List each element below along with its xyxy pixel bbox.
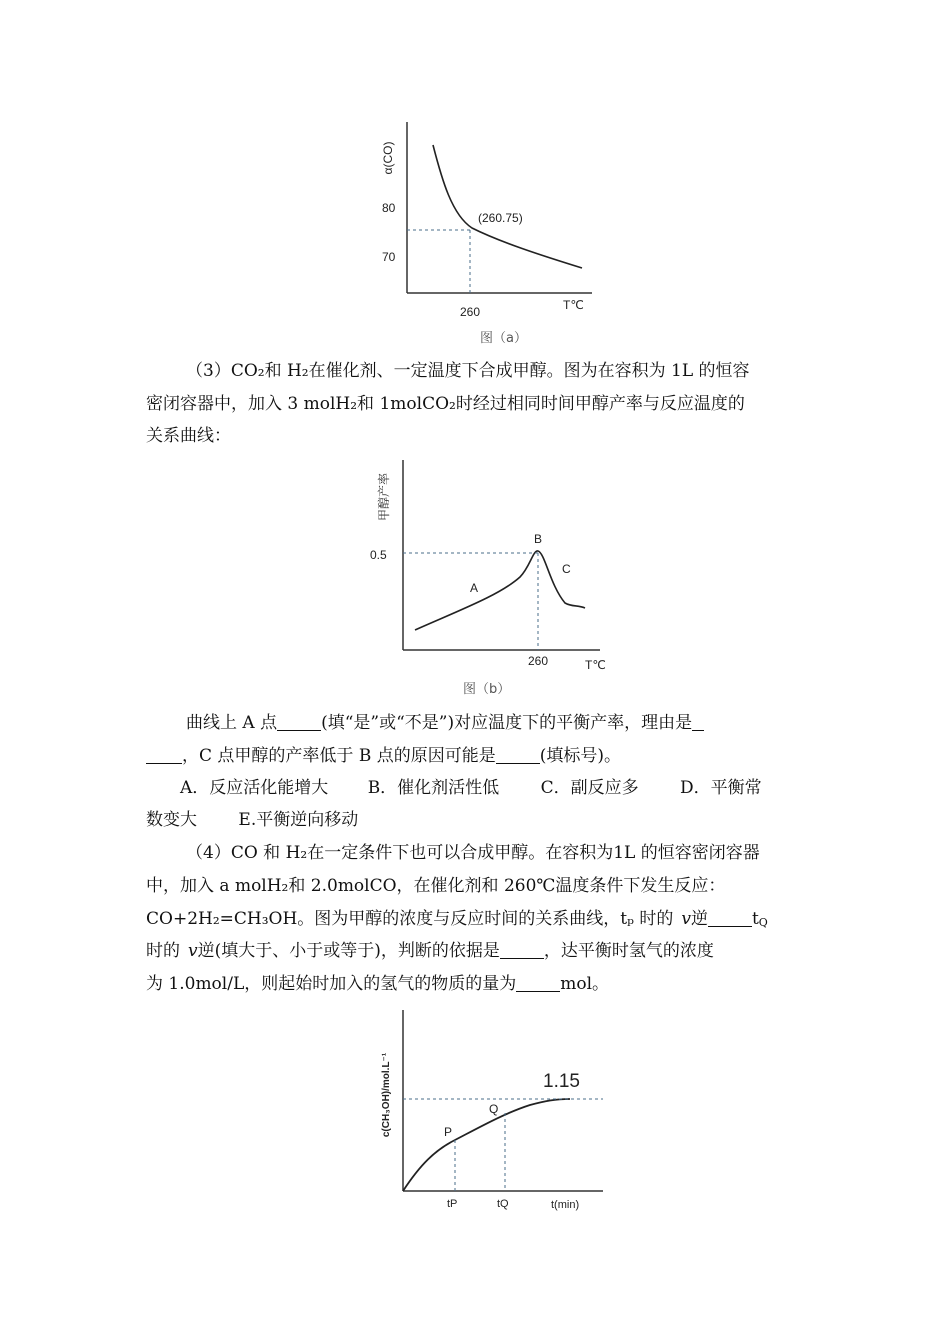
q3-line-2: 密闭容器中，加入 3 molH₂和 1molCO₂时经过相同时间甲醇产率与反应温度的 <box>146 394 745 414</box>
text: mol。 <box>560 974 610 994</box>
v-symbol: v <box>681 909 691 929</box>
point-b-label: B <box>534 532 543 546</box>
text: ，达平衡时氢气的浓度 <box>543 941 714 961</box>
option-e: E.平衡逆向移动 <box>238 810 359 830</box>
text: 逆(填大于、小于或等于)，判断的依据是 <box>197 941 500 961</box>
q4-line-3 <box>146 903 768 939</box>
x-axis-label: T℃ <box>563 298 584 312</box>
q3-q-line-2 <box>146 740 621 772</box>
point-q-label: Q <box>489 1102 499 1116</box>
q4-line-5 <box>146 968 609 1000</box>
text: 逆 <box>690 909 708 929</box>
yield-curve <box>415 551 585 630</box>
concentration-curve <box>403 1099 570 1191</box>
y-tick-05: 0.5 <box>370 548 387 562</box>
q3-options-2 <box>146 804 358 836</box>
q4-line-1: （4）CO 和 H₂在一定条件下也可以合成甲醇。在容积为1L 的恒容密闭容器 <box>186 843 760 863</box>
figure-a-chart <box>370 110 610 350</box>
text: (填标号)。 <box>539 746 621 766</box>
q4-line-4 <box>146 935 714 967</box>
blank-1 <box>277 712 321 731</box>
text: (填“是”或“不是”)对应温度下的平衡产率，理由是 <box>321 713 693 733</box>
alpha-curve <box>433 145 582 268</box>
x-tick-260: 260 <box>460 305 481 319</box>
figure-b-chart <box>370 455 630 700</box>
option-c: C．副反应多 <box>540 778 639 798</box>
point-c-label: C <box>562 562 571 576</box>
y-tick-80: 80 <box>382 201 396 215</box>
point-label: (260.75) <box>478 211 523 225</box>
figure-c <box>365 1005 615 1220</box>
q3-line-1: （3）CO₂和 H₂在催化剂、一定温度下合成甲醇。图为在容积为 1L 的恒容 <box>186 361 750 381</box>
text: 曲线上 A 点 <box>186 713 278 733</box>
text: t <box>751 909 759 929</box>
option-b: B．催化剂活性低 <box>367 778 500 798</box>
blank-5 <box>500 940 544 959</box>
value-label: 1.15 <box>543 1071 580 1092</box>
blank-4 <box>708 908 752 927</box>
blank-3 <box>496 745 540 764</box>
q3-q-line-1 <box>146 707 704 739</box>
y-tick-70: 70 <box>382 250 396 264</box>
text: ，C 点甲醇的产率低于 B 点的原因可能是 <box>182 746 496 766</box>
x-axis-label: t(min) <box>551 1199 580 1211</box>
figure-a <box>370 110 610 350</box>
x-tick-260: 260 <box>528 654 549 668</box>
text: CO+2H₂=CH₃OH。图为甲醇的浓度与反应时间的关系曲线，tₚ 时的 <box>146 909 674 929</box>
sub-q: Q <box>758 916 768 929</box>
option-d-cont: 数变大 <box>146 810 197 830</box>
x-tick-tp: tP <box>447 1198 458 1210</box>
point-a-label: A <box>470 581 479 595</box>
y-axis-label: 甲醇产率 <box>377 472 391 522</box>
text: 时的 <box>146 941 180 961</box>
text: 为 1.0mol/L，则起始时加入的氢气的物质的量为 <box>146 974 517 994</box>
q3-options <box>180 772 762 804</box>
figure-c-chart <box>365 1005 615 1220</box>
blank-2b <box>146 745 182 764</box>
x-axis-label: T℃ <box>585 658 606 672</box>
blank-6 <box>516 973 560 992</box>
figure-a-caption: 图（a） <box>480 331 527 346</box>
q4-line-2: 中，加入 a molH₂和 2.0molCO，在催化剂和 260℃温度条件下发生反应： <box>146 876 726 896</box>
x-tick-tq: tQ <box>497 1198 509 1210</box>
point-p-label: P <box>444 1125 453 1139</box>
q3-line-3: 关系曲线： <box>146 426 231 446</box>
option-d: D．平衡常 <box>680 778 762 798</box>
blank-2a <box>692 712 704 731</box>
v-symbol: v <box>188 941 198 961</box>
figure-b <box>370 455 630 700</box>
y-axis-label: α(CO) <box>381 141 395 175</box>
y-axis-label: c(CH₃OH)/mol.L⁻¹ <box>381 1052 392 1138</box>
figure-b-caption: 图（b） <box>463 682 511 697</box>
option-a: A．反应活化能增大 <box>180 778 329 798</box>
